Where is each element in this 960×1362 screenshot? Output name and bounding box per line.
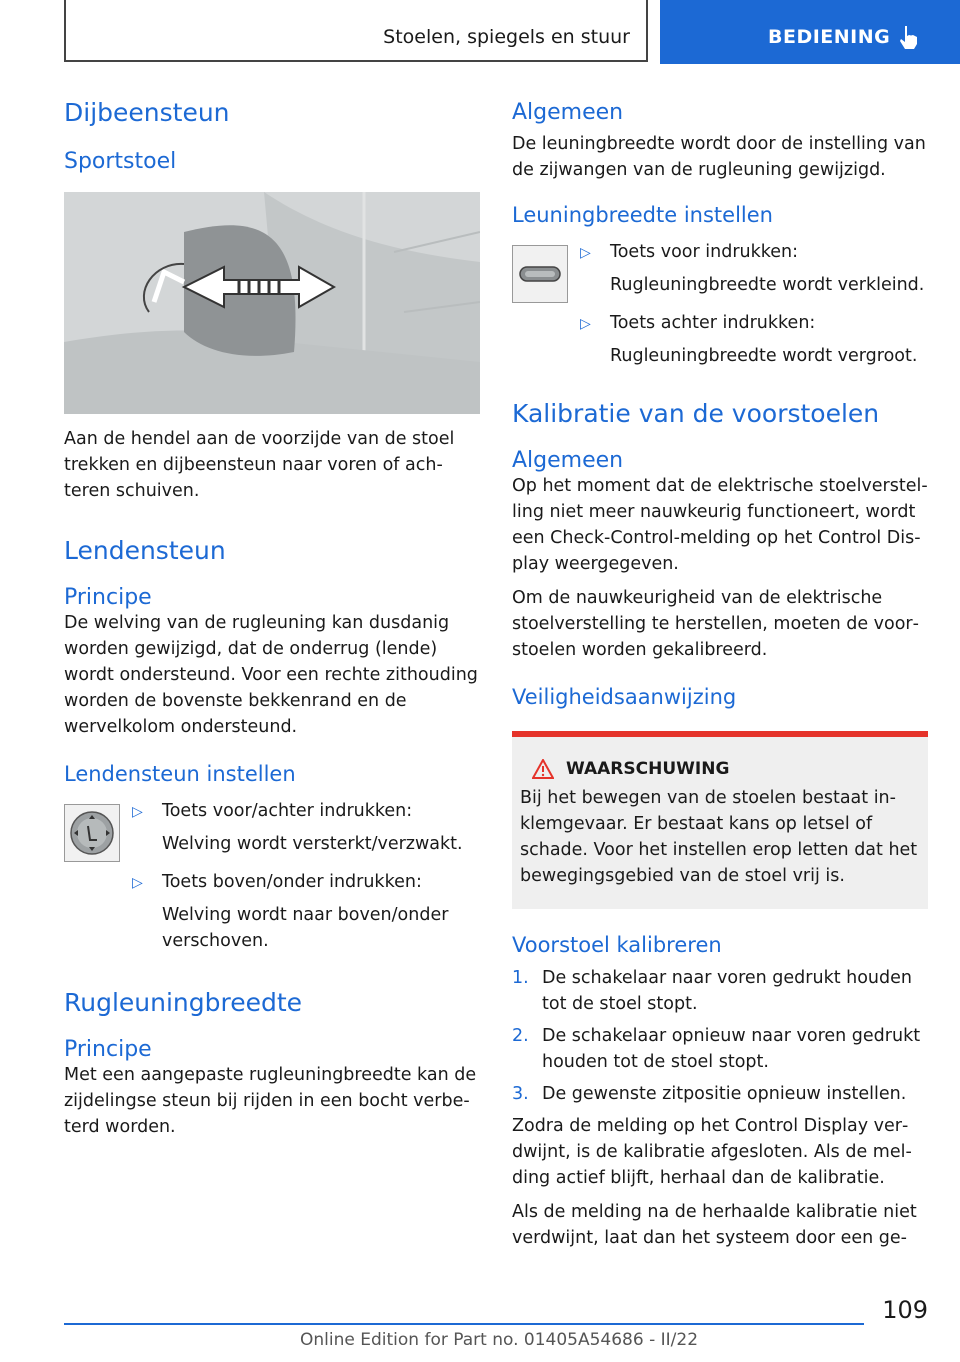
lumbar-list	[132, 798, 480, 954]
lumbar-controls	[64, 798, 480, 954]
text-principe-2: Met een aangepaste rugleuningbreedte kan de zijdelingse steun bij rijden in een bocht verbeterd worden.	[64, 1065, 477, 1137]
lumbar-item-2-label: Toets boven/onder indrukken:	[162, 872, 422, 892]
section-tab	[64, 0, 648, 62]
width-controls	[512, 239, 928, 369]
step-text: De schakelaar naar voren gedrukt houden tot de stoel stopt.	[542, 968, 912, 1014]
list-item	[512, 1023, 928, 1075]
page-header	[0, 0, 960, 66]
section-title: Stoelen, spiegels en stuur	[383, 26, 630, 48]
warning-title: WAARSCHUWING	[566, 759, 730, 779]
width-item-2-label: Toets achter indrukken:	[610, 313, 816, 333]
text-principe-1: De welving van de rugleuning kan dusdanig worden gewijzigd, dat de onderrug (lende) wordt ondersteund. Voor een rechte zithouding worden de bovenste bekkenrand en de wervelkolom ondersteund.	[64, 613, 478, 737]
text-als: Als de melding na de herhaalde kalibratie niet verdwijnt, laat dan het systeem door een ge-	[512, 1202, 917, 1248]
lumbar-switch-icon	[69, 810, 115, 856]
heading-lendensteun: Lendensteun	[64, 536, 226, 565]
heading-leuningbreedte-instellen: Leuningbreedte instellen	[512, 203, 773, 227]
bullet-triangle-icon: ▷	[132, 875, 143, 891]
left-column	[64, 96, 480, 1140]
footer-divider	[64, 1323, 864, 1325]
bullet-triangle-icon: ▷	[580, 316, 591, 332]
width-item-1-sub: Rugleuningbreedte wordt verkleind.	[610, 275, 925, 295]
width-switch-image	[512, 245, 568, 303]
hand-pointer-icon	[896, 24, 920, 50]
heading-principe-2: Principe	[64, 1037, 152, 1062]
bullet-triangle-icon: ▷	[580, 245, 591, 261]
heading-algemeen-2: Algemeen	[512, 448, 624, 473]
page-number: 109	[882, 1296, 928, 1324]
heading-sportstoel: Sportstoel	[64, 149, 177, 174]
width-list	[580, 239, 928, 369]
chapter-title: BEDIENING	[768, 26, 891, 48]
steps-list	[512, 965, 928, 1107]
heading-kalibratie: Kalibratie van de voorstoelen	[512, 399, 880, 428]
step-number: 2.	[512, 1026, 529, 1046]
thigh-support-photo	[64, 192, 480, 414]
heading-veiligheid: Veiligheidsaanwijzing	[512, 685, 737, 709]
warning-header	[520, 759, 920, 779]
heading-principe-1: Principe	[64, 585, 152, 610]
list-item	[512, 965, 928, 1017]
list-item	[580, 310, 928, 337]
footer-edition: Online Edition for Part no. 01405A54686 - II/22	[300, 1330, 699, 1350]
lumbar-switch-image	[64, 804, 120, 862]
text-dijbeensteun: Aan de hendel aan de voorzijde van de stoel trekken en dijbeensteun naar voren of achteren schuiven.	[64, 429, 455, 501]
text-algemeen-2a: Op het moment dat de elektrische stoelverstelling niet meer nauwkeurig functioneert, wordt een Check-Control-melding op het Control Display weergegeven.	[512, 476, 928, 574]
lumbar-item-1-sub: Welving wordt versterkt/verzwakt.	[162, 834, 463, 854]
lumbar-item-1-label: Toets voor/achter indrukken:	[162, 801, 413, 821]
heading-voorstoel-kalibreren: Voorstoel kalibreren	[512, 933, 722, 957]
warning-triangle-icon	[532, 759, 554, 779]
chapter-tab	[660, 0, 960, 64]
list-item	[132, 798, 480, 825]
width-item-1-label: Toets voor indrukken:	[610, 242, 799, 262]
step-text: De schakelaar opnieuw naar voren gedrukt houden tot de stoel stopt.	[542, 1026, 921, 1072]
warning-text: Bij het bewegen van de stoelen bestaat inklemgevaar. Er bestaat kans op letsel of schade. Voor het instellen erop letten dat het bewegingsgebied van de stoel vrij is.	[520, 788, 918, 886]
step-number: 3.	[512, 1084, 529, 1104]
step-number: 1.	[512, 968, 529, 988]
list-item	[132, 869, 480, 896]
text-algemeen-2b: Om de nauwkeurigheid van de elektrische stoelverstelling te herstellen, moeten de voorstoelen worden gekalibreerd.	[512, 588, 919, 660]
text-zodra: Zodra de melding op het Control Display verdwijnt, is de kalibratie afgesloten. Als de melding actief blijft, herhaal dan de kalibratie.	[512, 1116, 912, 1188]
list-item	[512, 1081, 928, 1107]
heading-algemeen-1: Algemeen	[512, 100, 624, 125]
seat-illustration	[64, 192, 480, 414]
heading-rugleuningbreedte: Rugleuningbreedte	[64, 988, 303, 1017]
width-switch-icon	[517, 264, 563, 284]
warning-box	[512, 731, 928, 909]
lumbar-item-2-sub: Welving wordt naar boven/onder verschoven.	[162, 905, 449, 951]
heading-dijbeensteun: Dijbeensteun	[64, 98, 230, 127]
width-item-2-sub: Rugleuningbreedte wordt vergroot.	[610, 346, 918, 366]
step-text: De gewenste zitpositie opnieuw instellen.	[542, 1084, 907, 1104]
right-column	[512, 96, 928, 1251]
text-algemeen-1: De leuningbreedte wordt door de instelling van de zijwangen van de rugleuning gewijzigd.	[512, 134, 926, 180]
bullet-triangle-icon: ▷	[132, 804, 143, 820]
heading-lendensteun-instellen: Lendensteun instellen	[64, 762, 296, 786]
list-item	[580, 239, 928, 266]
